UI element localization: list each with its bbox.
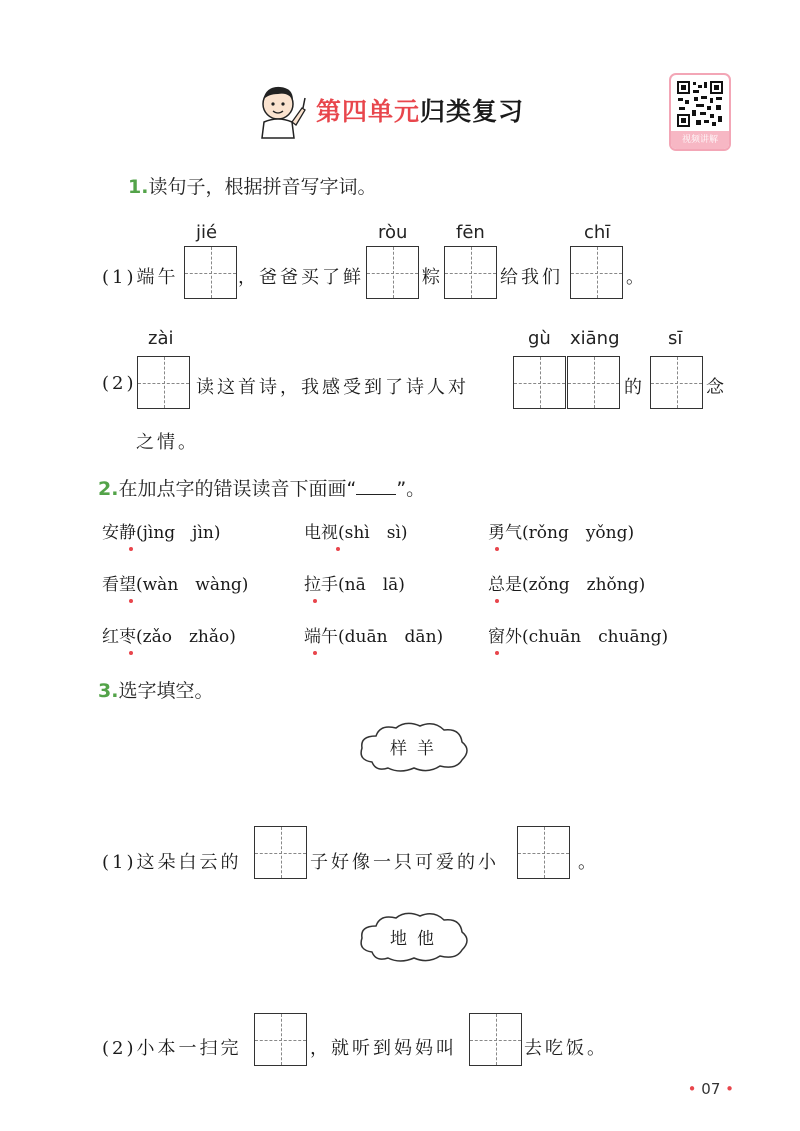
emphasis-dot xyxy=(495,547,499,551)
writing-box-jie[interactable] xyxy=(184,246,237,299)
sentence-2-part-3: 的 xyxy=(624,377,645,398)
boy-mascot-icon xyxy=(250,78,312,140)
writing-box-q3-1a[interactable] xyxy=(254,826,307,879)
q3-sentence-1-part-2: 子好像一只可爱的小 xyxy=(310,852,499,873)
question-1-heading: 1.读句子，根据拼音写字词。 xyxy=(128,176,377,198)
writing-box-xiang[interactable] xyxy=(567,356,620,409)
q2-item-5[interactable]: 拉手(nā lā) xyxy=(304,575,405,595)
q2-item-1[interactable]: 安静(jìng jìn) xyxy=(102,523,221,543)
q3-sentence-1-part-1: (1)这朵白云的 xyxy=(102,852,242,873)
q2-item-9[interactable]: 窗外(chuān chuāng) xyxy=(488,627,669,647)
sentence-1-part-4: 给我们 xyxy=(500,267,563,288)
writing-box-chi[interactable] xyxy=(570,246,623,299)
pinyin-si: sī xyxy=(668,328,683,349)
q3-sentence-2-part-2: ，就听到妈妈叫 xyxy=(310,1038,457,1059)
q2-item-3[interactable]: 勇气(rǒng yǒng) xyxy=(488,523,635,543)
word-choice-2: 地他 xyxy=(390,929,444,949)
q2-item-2[interactable]: 电视(shì sì) xyxy=(304,523,408,543)
question-3-heading: 3.选字填空。 xyxy=(98,680,214,702)
sentence-1-part-3: 粽 xyxy=(422,267,443,288)
pinyin-rou: ròu xyxy=(378,222,408,243)
page-number: • 07 • xyxy=(687,1080,734,1098)
qr-code-card[interactable] xyxy=(669,73,731,151)
writing-box-gu[interactable] xyxy=(513,356,566,409)
q3-sentence-2-part-3: 去吃饭。 xyxy=(524,1038,608,1059)
emphasis-dot xyxy=(495,599,499,603)
emphasis-dot xyxy=(129,599,133,603)
emphasis-dot xyxy=(129,651,133,655)
question-2-heading: 2.在加点字的错误读音下面画“ ”。 xyxy=(98,478,426,500)
q3-sentence-2-part-1: (2)小本一扫完 xyxy=(102,1038,242,1059)
pinyin-chi: chī xyxy=(584,222,611,243)
q2-item-6[interactable]: 总是(zǒng zhǒng) xyxy=(488,575,646,595)
pinyin-gu: gù xyxy=(528,328,551,349)
writing-box-zai[interactable] xyxy=(137,356,190,409)
word-choice-1: 样羊 xyxy=(390,739,444,759)
sentence-2-part-2: 读这首诗，我感受到了诗人对 xyxy=(196,377,469,398)
q2-item-4[interactable]: 看望(wàn wàng) xyxy=(102,575,249,595)
q3-sentence-1-part-3: 。 xyxy=(578,852,599,873)
sentence-1-part-5: 。 xyxy=(626,267,647,288)
emphasis-dot xyxy=(495,651,499,655)
emphasis-dot xyxy=(129,547,133,551)
sentence-2-part-5: 之情。 xyxy=(136,432,199,453)
q2-item-7[interactable]: 红枣(zǎo zhǎo) xyxy=(102,627,236,647)
writing-box-q3-1b[interactable] xyxy=(517,826,570,879)
pinyin-fen: fēn xyxy=(456,222,485,243)
page-title: 第四单元归类复习 xyxy=(316,97,525,126)
q2-item-8[interactable]: 端午(duān dān) xyxy=(304,627,444,647)
writing-box-fen[interactable] xyxy=(444,246,497,299)
pinyin-zai: zài xyxy=(148,328,174,349)
sentence-1-part-2: ，爸爸买了鲜 xyxy=(238,267,364,288)
writing-box-si[interactable] xyxy=(650,356,703,409)
writing-box-q3-2b[interactable] xyxy=(469,1013,522,1066)
qr-caption: 视频讲解 xyxy=(671,131,729,149)
emphasis-dot xyxy=(313,651,317,655)
writing-box-q3-2a[interactable] xyxy=(254,1013,307,1066)
emphasis-dot xyxy=(336,547,340,551)
sentence-2-part-1: (2) xyxy=(102,373,137,394)
emphasis-dot xyxy=(313,599,317,603)
sentence-1-part-1: (1)端午 xyxy=(102,267,179,288)
pinyin-jie: jié xyxy=(196,222,218,243)
pinyin-xiang: xiāng xyxy=(570,328,620,349)
writing-box-rou[interactable] xyxy=(366,246,419,299)
sentence-2-part-4: 念 xyxy=(706,377,727,398)
qr-code-icon xyxy=(676,80,724,128)
answer-underline-sample xyxy=(356,480,396,495)
